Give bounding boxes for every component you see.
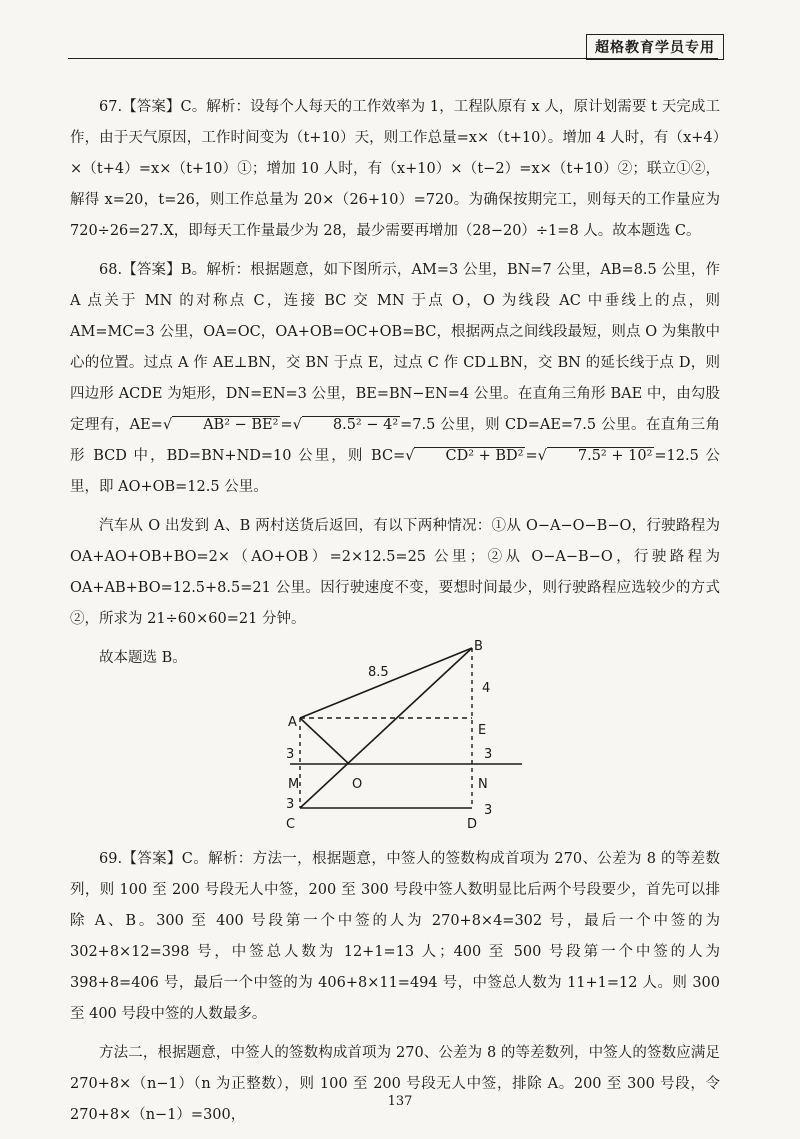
page-number: 137: [387, 1094, 413, 1109]
sqrt-75-10: 7.5² + 10²: [547, 447, 655, 464]
q68-text-end: =12.5 公里，即 AO+OB=12.5 公里。: [70, 448, 720, 495]
header-rule: [68, 58, 718, 59]
label-o: O: [352, 777, 363, 792]
q68-text-mid: =7.5 公里，则 CD=AE=7.5 公里。在直角三角形 BCD 中，BD=BN+ND=10 公里，则 BC=: [70, 417, 720, 464]
length-mc: 3: [286, 797, 295, 812]
eq-1: =: [280, 417, 293, 433]
q68-paragraph-1: [70, 255, 720, 503]
q68-text-start: 68.【答案】B。解析：根据题意，如下图所示，AM=3 公里，BN=7 公里，AB=8.5 公里，作 A 点关于 MN 的对称点 C，连接 BC 交 MN 于点 O，O 为线段 AC 中垂线上的点，则 AM=MC=3 公里，OA=OC，OA+OB=OC+OB=BC，根据两点之间线段最短，则点 O 为集散中心的位置。过点 A 作 AE⊥BN，交 BN 于点 E，过点 C 作 CD⊥BN，交 BN 的延长线于点 D，则四边形 ACDE 为矩形，DN=EN=3 公里，BE=BN−EN=4 公里。在直角三角形 BAE 中，由勾股定理有，AE=: [70, 262, 720, 433]
length-am: 3: [286, 747, 295, 762]
q68-paragraph-2: 汽车从 O 出发到 A、B 两村送货后返回，有以下两种情况：①从 O−A−O−B−O，行驶路程为 OA+AO+OB+BO=2×（AO+OB）=2×12.5=25 公里；②从 O−A−B−O，行驶路程为 OA+AB+BO=12.5+8.5=21 公里。因行驶速度不变，要想时间最少，则行驶路程应选较少的方式②，所求为 21÷60×60=21 分钟。: [70, 518, 720, 627]
q69-paragraph-2: 方法二，根据题意，中签人的签数构成首项为 270、公差为 8 的等差数列，中签人的签数应满足 270+8×（n−1）（n 为正整数），则 100 至 200 号段无人中签，排除 A。200 至 300 号段，令 270+8×（n−1）=300，: [70, 1045, 720, 1123]
label-a: A: [288, 715, 297, 730]
sqrt-85-4: 8.5² − 4²: [302, 416, 400, 433]
sqrt-symbol: √: [292, 417, 302, 433]
q68-paragraph-3: 故本题选 B。: [99, 650, 187, 666]
length-be: 4: [482, 681, 491, 696]
sqrt-symbol: √: [405, 448, 415, 464]
label-c: C: [286, 817, 296, 832]
line-ab: [300, 648, 472, 718]
content-top: [70, 92, 720, 682]
q69-paragraph-1: 69.【答案】C。解析：方法一，根据题意，中签人的签数构成首项为 270、公差为 8 的等差数列，则 100 至 200 号段无人中签，200 至 300 号段中签人数明显比后两个号段要少，首先可以排除 A、B。300 至 400 号段第一个中签的人为 270+8×4=302 号，最后一个中签的为 302+8×12=398 号，中签总人数为 12+1=13 人；400 至 500 号段第一个中签的人为 398+8=406 号，最后一个中签的为 406+8×11=494 号，中签总人数为 11+1=12 人。则 300 至 400 号段中签的人数最多。: [70, 851, 720, 1022]
sqrt-cd-bd: CD² + BD²: [414, 447, 525, 464]
length-ab: 8.5: [368, 665, 389, 680]
q67-paragraph: 67.【答案】C。解析：设每个人每天的工作效率为 1，工程队原有 x 人，原计划需要 t 天完成工作，由于天气原因，工作时间变为（t+10）天，则工作总量=x×（t+10）。增加 4 人时，有（x+4）×（t+4）=x×（t+10）①；增加 10 人时，有（x+10）×（t−2）=x×（t+10）②；联立①②，解得 x=20，t=26，则工作总量为 20×（26+10）=720。为确保按期完工，则每天的工作量应为 720÷26=27.X，即每天工作量最少为 28，最少需要再增加（28−20）÷1=8 人。故本题选 C。: [70, 99, 720, 239]
sqrt-symbol: √: [537, 448, 547, 464]
geometry-figure: [260, 636, 550, 846]
label-b: B: [474, 639, 483, 654]
header-tag: 超格教育学员专用: [586, 34, 724, 60]
length-en: 3: [484, 747, 493, 762]
label-n: N: [478, 777, 488, 792]
geometry-diagram: [260, 636, 550, 846]
label-m: M: [288, 777, 300, 792]
label-d: D: [467, 817, 478, 832]
length-nd: 3: [484, 803, 493, 818]
label-e: E: [478, 723, 487, 738]
sqrt-ab-be: AB² − BE²: [172, 416, 280, 433]
eq-2: =: [525, 448, 538, 464]
sqrt-symbol: √: [162, 417, 173, 433]
line-ao: [300, 718, 349, 764]
